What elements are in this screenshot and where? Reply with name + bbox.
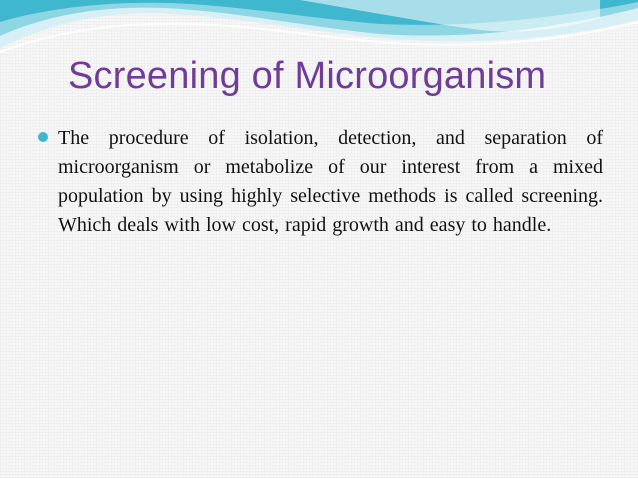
slide-title: Screening of Microorganism xyxy=(68,55,547,97)
bullet-text: The procedure of isolation, detection, and separation of microorganism or metabolize of our interest from a mixed population by using highly selective methods is called screening. Which deals with low cost, rapid growth and easy to handle. xyxy=(58,127,603,236)
bullet-item xyxy=(38,124,603,240)
bullet-dot-icon xyxy=(38,132,48,142)
